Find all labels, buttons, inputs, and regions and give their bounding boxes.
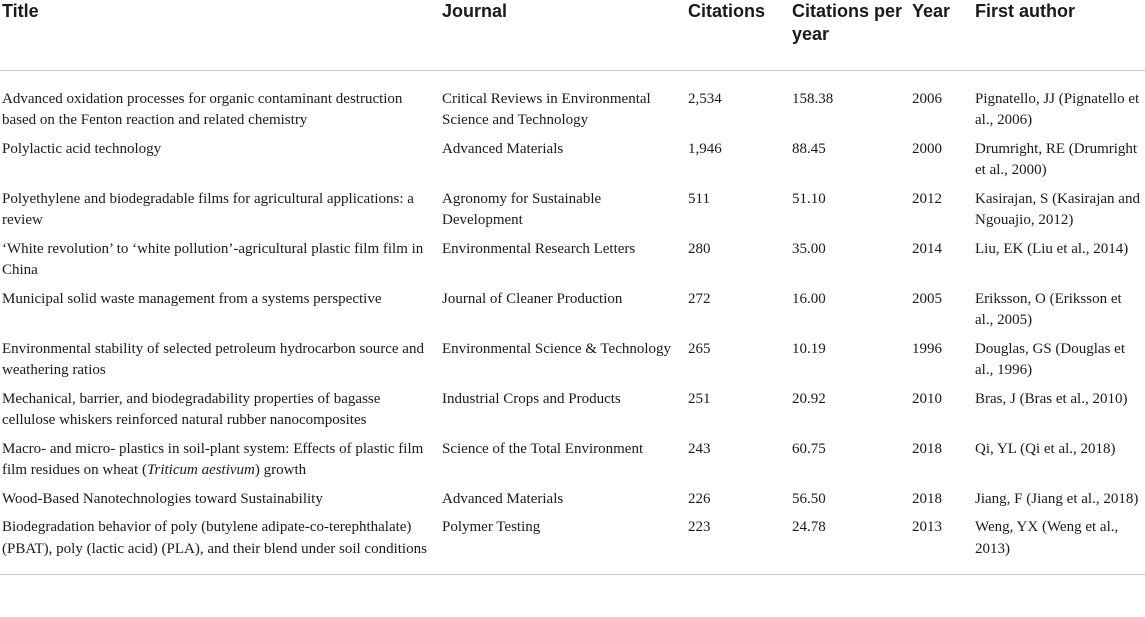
cell-year: 2006 [912,90,942,107]
cell-journal: Advanced Materials [442,490,564,507]
cell-first-author: Jiang, F (Jiang et al., 2018) [975,490,1139,507]
cell-citations: 265 [688,340,711,357]
table-row [0,289,1145,339]
cell-citations: 280 [688,240,711,257]
cell-title [0,489,438,518]
cell-citations-per-year: 158.38 [792,90,834,107]
title-text: Polylactic acid technology [2,140,162,157]
header-journal: Journal [438,0,684,70]
table-header [0,0,1145,70]
title-suffix-text: ) growth [254,462,307,478]
title-text: Advanced oxidation processes for organic contaminant destruction based on the Fenton reaction and related chemistry [2,90,403,128]
table-body [0,70,1145,575]
table-row [0,239,1145,289]
cell-year: 2012 [912,190,942,207]
cell-journal: Polymer Testing [438,517,684,575]
cell-first-author: Bras, J (Bras et al., 2010) [975,390,1128,407]
cell-first-author: Qi, YL (Qi et al., 2018) [975,440,1116,457]
cell-citations: 1,946 [688,140,722,157]
cell-first-author: Kasirajan, S (Kasirajan and Ngouajio, 2012) [975,190,1140,228]
cell-citations-per-year: 56.50 [792,490,826,507]
table-row [0,389,1145,439]
title-text: Municipal solid waste management from a systems perspective [2,290,382,307]
cell-citations-per-year: 20.92 [792,390,826,407]
table-row [0,139,1145,189]
cell-citations: 251 [688,390,711,407]
cell-title [0,389,438,439]
table-row [0,189,1145,239]
cell-journal: Environmental Research Letters [442,240,636,257]
cell-citations: 511 [688,190,710,207]
cell-title [0,339,438,389]
cell-year: 2013 [908,517,971,575]
cell-first-author: Drumright, RE (Drumright et al., 2000) [975,140,1138,178]
cell-year: 1996 [912,340,942,357]
cell-citations: 272 [688,290,711,307]
cell-citations-per-year: 60.75 [792,440,826,457]
cell-title [0,239,438,289]
cell-title [0,189,438,239]
header-citations-per-year: Citations per year [788,0,908,70]
table-row [0,439,1145,489]
title-italic-text: Triticum aestivum [146,462,255,478]
title-text: Environmental stability of selected petroleum hydrocarbon source and weathering ratios [2,340,424,378]
cell-journal: Journal of Cleaner Production [442,290,623,307]
cell-year: 2018 [912,490,942,507]
cell-citations-per-year: 16.00 [792,290,826,307]
cell-citations-per-year: 10.19 [792,340,826,357]
cell-citations: 226 [688,490,711,507]
cell-citations-per-year: 88.45 [792,140,826,157]
title-text: Wood-Based Nanotechnologies toward Sustainability [2,490,323,507]
header-row [0,0,1145,70]
table-row [0,70,1145,139]
title-text: Mechanical, barrier, and biodegradability properties of bagasse cellulose whiskers reinforced natural rubber nanocomposites [2,390,381,428]
header-first-author: First author [971,0,1145,70]
cell-citations-per-year: 51.10 [792,190,826,207]
cell-first-author: Douglas, GS (Douglas et al., 1996) [975,340,1125,378]
cell-first-author: Pignatello, JJ (Pignatello et al., 2006) [975,90,1140,128]
cell-title [0,439,438,489]
cell-title [0,139,438,189]
title-text: ‘White revolution’ to ‘white pollution’-agricultural plastic film film in China [2,240,424,278]
table-row [0,339,1145,389]
cell-first-author: Weng, YX (Weng et al., 2013) [971,517,1145,575]
cell-title [0,289,438,339]
cell-citations-per-year: 35.00 [792,240,826,257]
cell-year: 2005 [912,290,942,307]
title-text: Polyethylene and biodegradable films for agricultural applications: a review [2,190,414,228]
cell-year: 2010 [912,390,942,407]
cell-journal: Environmental Science & Technology [442,340,672,357]
title-text: Macro- and micro- plastics in soil-plant system: Effects of plastic film film residues on wheat ( [2,440,424,478]
title-text: Biodegradation behavior of poly (butylene adipate-co-terephthalate) (PBAT), poly (lactic acid) (PLA), and their blend under soil conditions [2,519,427,557]
cell-journal: Critical Reviews in Environmental Science and Technology [442,90,651,128]
cell-citations: 243 [688,440,711,457]
cell-citations: 2,534 [688,90,722,107]
cell-journal: Agronomy for Sustainable Development [442,190,602,228]
cell-first-author: Liu, EK (Liu et al., 2014) [975,240,1129,257]
header-citations: Citations [684,0,788,70]
cell-first-author: Eriksson, O (Eriksson et al., 2005) [975,290,1122,328]
header-title: Title [0,0,438,70]
cell-year: 2000 [912,140,942,157]
cell-citations: 223 [684,517,788,575]
cell-year: 2014 [912,240,942,257]
cell-year: 2018 [912,440,942,457]
cell-title [0,517,438,575]
table-row [0,489,1145,518]
cell-title [0,70,438,139]
header-year: Year [908,0,971,70]
cell-journal: Industrial Crops and Products [442,390,621,407]
table-row [0,517,1145,575]
cell-journal: Science of the Total Environment [442,440,644,457]
cell-journal: Advanced Materials [442,140,564,157]
cell-citations-per-year: 24.78 [788,517,908,575]
